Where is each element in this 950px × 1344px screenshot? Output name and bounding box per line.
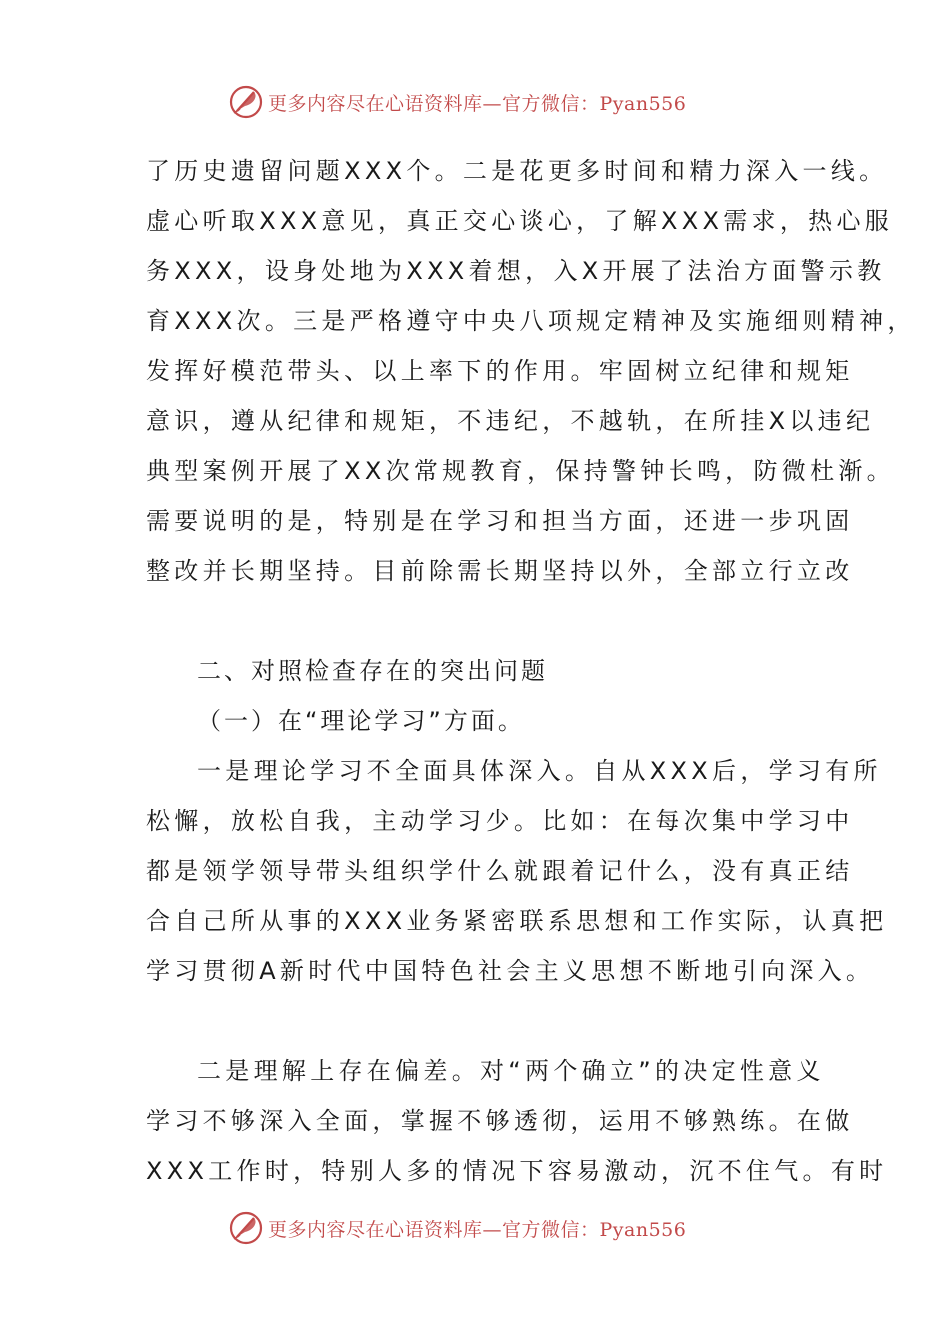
document-body [146, 146, 916, 1196]
paragraph-2 [146, 746, 888, 996]
text-line: 都是领学领导带头组织学什么就跟着记什么，没有真正结 [146, 857, 854, 885]
subsection-heading: （一）在“理论学习”方面。 [197, 707, 525, 735]
text-line: 整改并长期坚持。目前除需长期坚持以外，全部立行立改 [146, 557, 854, 585]
text-line: 二是理解上存在偏差。对“两个确立”的决定性意义 [197, 1057, 825, 1085]
text-line: 育XXX次。三是严格遵守中央八项规定精神及实施细则精神， [146, 307, 916, 335]
text-line: XXX工作时，特别人多的情况下容易激动，沉不住气。有时 [146, 1157, 888, 1185]
spacer [146, 596, 836, 646]
quill-logo-icon [228, 84, 264, 120]
text-line: 需要说明的是，特别是在学习和担当方面，还进一步巩固 [146, 507, 854, 535]
text-line: 了历史遗留问题XXX个。二是花更多时间和精力深入一线。 [146, 157, 888, 185]
quill-logo-icon [228, 1210, 264, 1246]
text-line: 学习不够深入全面，掌握不够透彻，运用不够熟练。在做 [146, 1107, 854, 1135]
text-line: 虚心听取XXX意见，真正交心谈心，了解XXX需求，热心服 [146, 207, 894, 235]
watermark-text: 更多内容尽在心语资料库—官方微信：Pyan556 [268, 1218, 687, 1241]
text-line: 务XXX，设身处地为XXX着想，入X开展了法治方面警示教 [146, 257, 886, 285]
paragraph-3 [146, 1046, 888, 1196]
paragraph-1 [146, 146, 916, 596]
text-line: 松懈，放松自我，主动学习少。比如：在每次集中学习中 [146, 807, 854, 835]
text-line: 典型案例开展了XX次常规教育，保持警钟长鸣，防微杜渐。 [146, 457, 895, 485]
spacer [146, 996, 836, 1046]
text-line: 一是理论学习不全面具体深入。自从XXX后，学习有所 [197, 757, 882, 785]
text-line: 合自己所从事的XXX业务紧密联系思想和工作实际，认真把 [146, 907, 888, 935]
section-heading: 二、对照检查存在的突出问题 [197, 657, 548, 685]
footer-watermark-banner [228, 1208, 748, 1248]
header-watermark-banner [228, 82, 748, 122]
text-line: 发挥好模范带头、以上率下的作用。牢固树立纪律和规矩 [146, 357, 854, 385]
watermark-text: 更多内容尽在心语资料库—官方微信：Pyan556 [268, 92, 687, 115]
text-line: 学习贯彻A新时代中国特色社会主义思想不断地引向深入。 [146, 957, 875, 985]
text-line: 意识，遵从纪律和规矩，不违纪，不越轨，在所挂X以违纪 [146, 407, 875, 435]
